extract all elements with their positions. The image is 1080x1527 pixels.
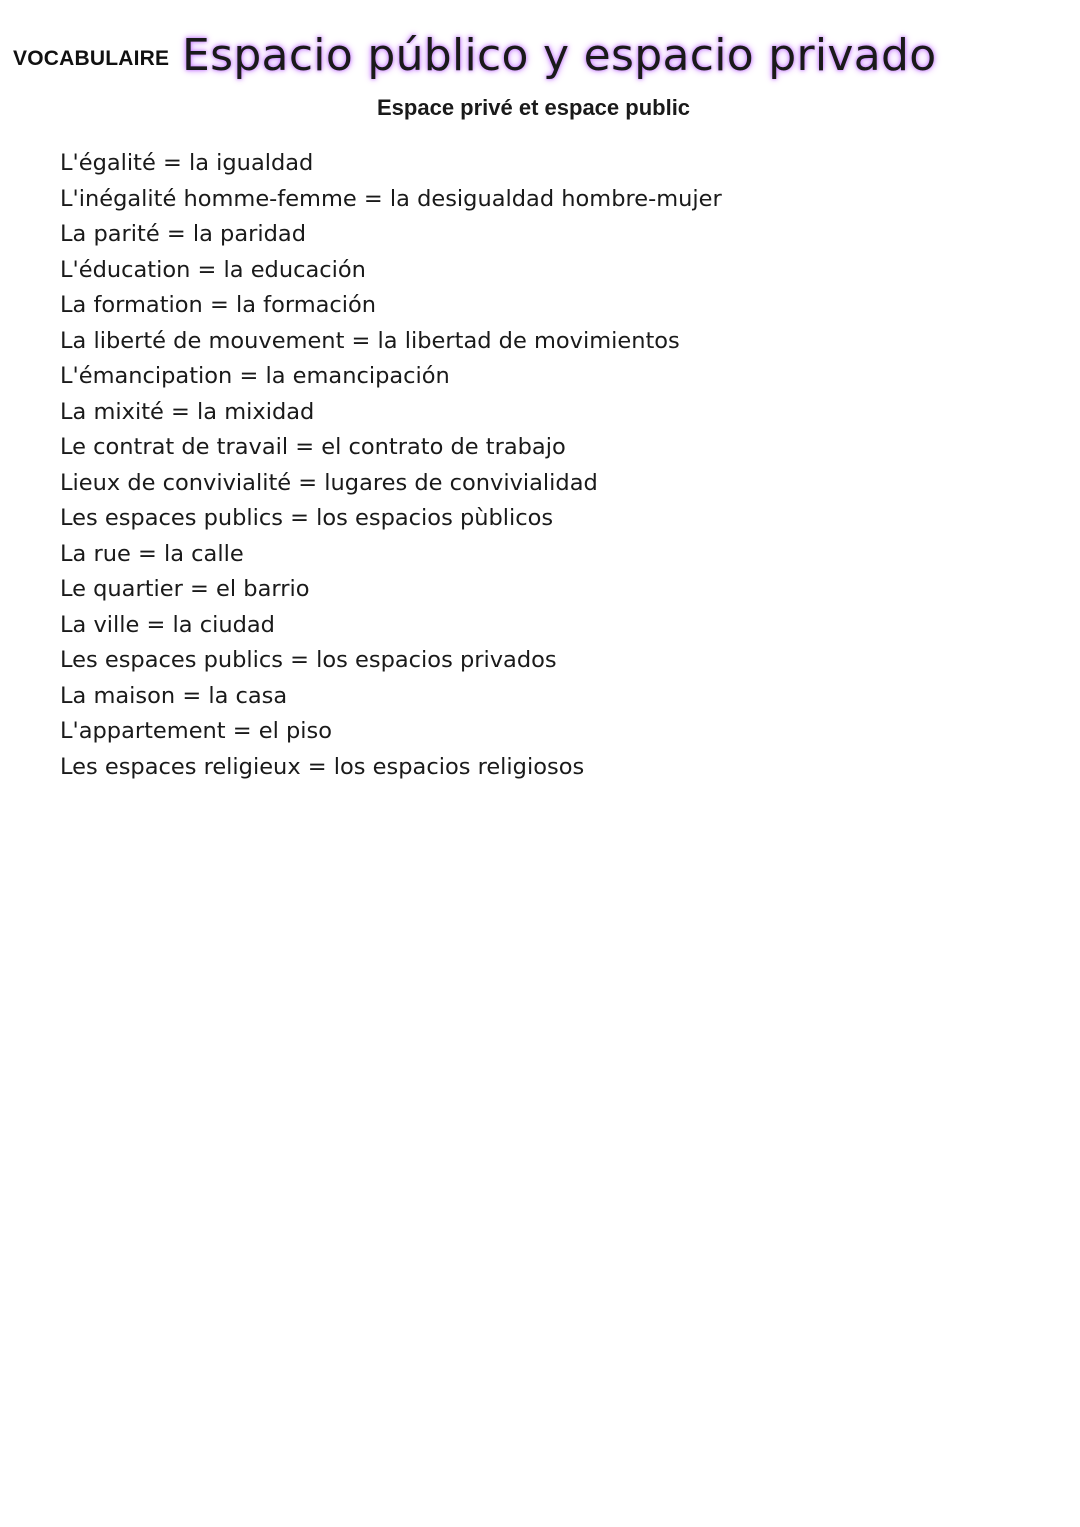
vocab-item: La liberté de mouvement = la libertad de movimientos bbox=[60, 327, 680, 354]
vocab-item: Le contrat de travail = el contrato de trabajo bbox=[60, 434, 566, 460]
vocab-item: La formation = la formación bbox=[60, 292, 377, 318]
vocabulary-list bbox=[60, 146, 722, 785]
vocab-item: Lieux de convivialité = lugares de convivialidad bbox=[60, 469, 598, 496]
vocab-item: La parité = la paridad bbox=[60, 221, 306, 247]
page-subtitle: Espace privé et espace public bbox=[377, 95, 691, 120]
vocab-item: L'éducation = la educación bbox=[60, 256, 366, 283]
vocab-item: La maison = la casa bbox=[60, 682, 288, 709]
vocab-item: L'appartement = el piso bbox=[60, 718, 333, 744]
vocab-item: L'émancipation = la emancipación bbox=[60, 363, 450, 389]
vocab-item: Les espaces publics = los espacios pùblicos bbox=[60, 505, 554, 531]
vocab-item: La rue = la calle bbox=[60, 540, 244, 567]
vocab-item: La ville = la ciudad bbox=[60, 611, 275, 638]
vocab-item: Les espaces religieux = los espacios religiosos bbox=[60, 753, 585, 780]
vocab-item: Le quartier = el barrio bbox=[60, 576, 310, 602]
vocab-item: Les espaces publics = los espacios privados bbox=[60, 647, 557, 673]
vocab-item: L'inégalité homme-femme = la desigualdad hombre-mujer bbox=[60, 185, 722, 212]
section-tag: VOCABULAIRE bbox=[13, 47, 170, 70]
page-title: Espacio público y espacio privado bbox=[182, 30, 937, 81]
vocab-item: La mixité = la mixidad bbox=[60, 398, 315, 425]
vocab-item: L'égalité = la igualdad bbox=[60, 150, 314, 176]
